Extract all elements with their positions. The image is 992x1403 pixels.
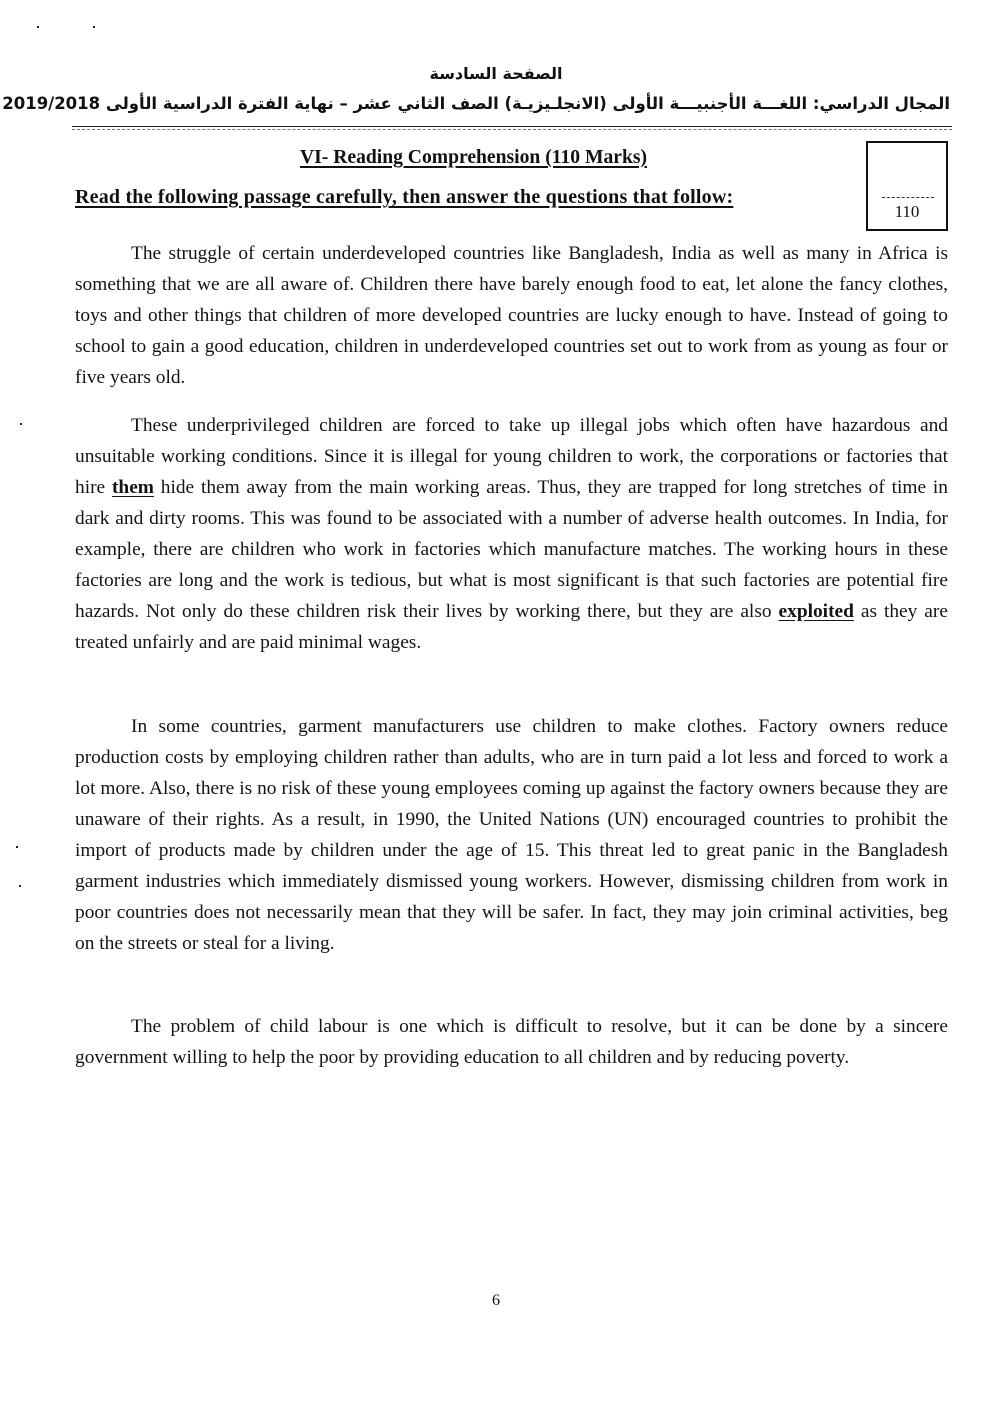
marks-total: 110 xyxy=(894,202,920,221)
passage-paragraph-4: The problem of child labour is one which is difficult to resolve, but it can be done by a sincere government willing to help the poor by providing education to all children and by reducing poverty. xyxy=(75,1016,948,1068)
marks-box xyxy=(866,141,948,231)
scan-speck xyxy=(37,26,39,28)
marks-score-blank-line xyxy=(882,197,934,198)
scan-speck xyxy=(16,846,18,848)
section-title: VI- Reading Comprehension (110 Marks) xyxy=(300,146,648,168)
section-instructions: Read the following passage carefully, then answer the questions that follow: xyxy=(75,186,734,208)
scan-speck xyxy=(20,423,22,425)
passage-paragraph-2 xyxy=(75,410,948,658)
paragraph-2-text-c: as they are treated unfairly and are paid minimal wages. xyxy=(75,601,948,653)
passage-paragraph-1: The struggle of certain underdeveloped countries like Bangladesh, India as well as many in Africa is something that we are all aware of. Children there have barely enough food to eat, let alone the fancy clothes, toys and other things that children of more developed countries are lucky enough to have. Instead of going to school to gain a good education, children in underdeveloped countries set out to work from as young as four or five years old. xyxy=(75,243,948,388)
scan-speck xyxy=(19,885,21,887)
exam-subject-line-arabic: المجال الدراسي: اللغـــة الأجنبيـــة الأولى (الانجلـيزيـة) الصف الثاني عشر – نهاية الفترة الدراسية الأولى 2019/2018 xyxy=(2,94,950,113)
keyword-exploited: exploited xyxy=(778,601,854,622)
scan-speck xyxy=(93,26,95,28)
keyword-them: them xyxy=(111,477,154,498)
header-divider xyxy=(72,126,952,127)
paragraph-2-text-a: These underprivileged children are forced to take up illegal jobs which often have hazardous and unsuitable working conditions. Since it is illegal for young children to work, the corporations or factories that hire xyxy=(75,415,948,498)
paragraph-2-text-b: hide them away from the main working areas. Thus, they are trapped for long stretches of time in dark and dirty rooms. This was found to be associated with a number of adverse health outcomes. In India, for example, there are children who work in factories which manufacture matches. The working hours in these factories are long and the work is tedious, but what is most significant is that such factories are potential fire hazards. Not only do these children risk their lives by working there, but they are also xyxy=(75,477,948,622)
header-divider-secondary xyxy=(72,129,952,130)
passage-paragraph-3: In some countries, garment manufacturers use children to make clothes. Factory owners reduce production costs by employing children rather than adults, who are in turn paid a lot less and forced to work a lot more. Also, there is no risk of these young employees coming up against the factory owners because they are unaware of their rights. As a result, in 1990, the United Nations (UN) encouraged countries to prohibit the import of products made by children under the age of 15. This threat led to great panic in the Bangladesh garment industries which immediately dismissed young workers. However, dismissing children from work in poor countries does not necessarily mean that they will be safer. In fact, they may join criminal activities, beg on the streets or steal for a living. xyxy=(75,716,948,954)
page-label-arabic: الصفحة السادسة xyxy=(429,64,563,83)
page-number: 6 xyxy=(492,1292,500,1309)
